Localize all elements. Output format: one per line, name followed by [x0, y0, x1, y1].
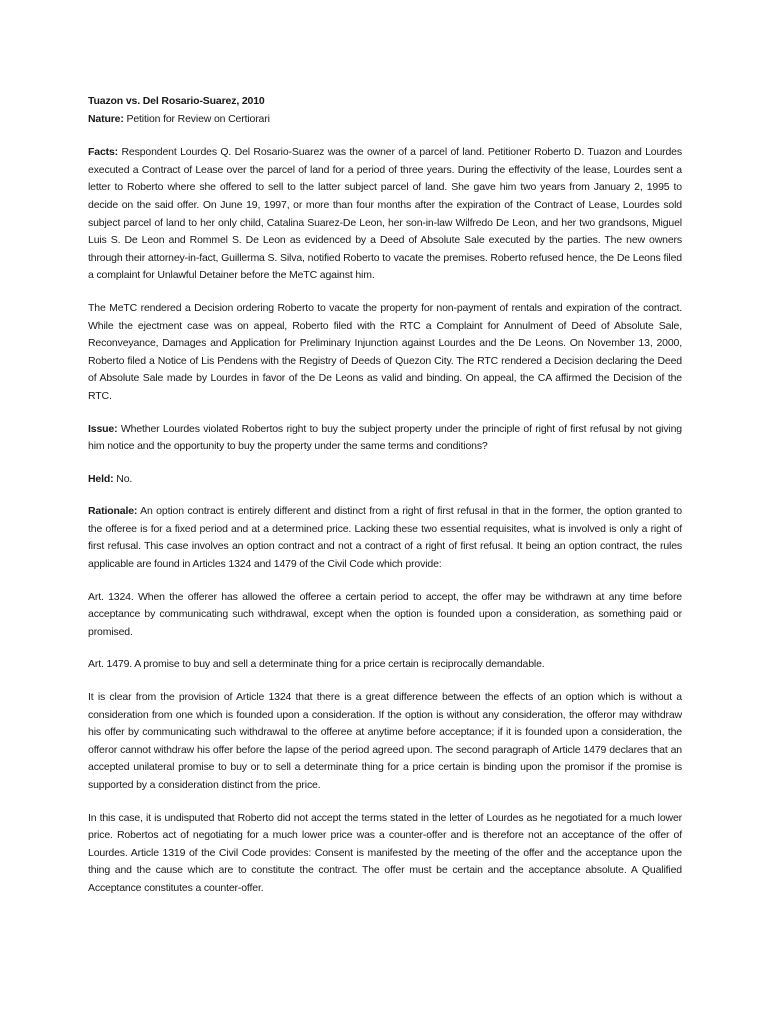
article-1324: Art. 1324. When the offerer has allowed the offeree a certain period to accept, the offer may be withdrawn at any time before acceptance by communicating such withdrawal, except when the option is founded upon a consideration, as something paid or promised. — [88, 590, 682, 638]
rationale-text: An option contract is entirely different and distinct from a right of first refusal in that in the former, the option granted to the offeree is for a fixed period and at a determined price. Lacking these two essential requisites, what is involved is only a right of first refusal. This case involves an option contract and not a contract of a right of first refusal. It being an option contract, the rules applicable are found in Articles 1324 and 1479 of the Civil Code which provide: — [88, 505, 682, 571]
held-text: No. — [116, 472, 133, 485]
facts-paragraph — [88, 144, 682, 285]
facts-text: Respondent Lourdes Q. Del Rosario-Suarez was the owner of a parcel of land. Petitioner Roberto D. Tuazon and Lourdes executed a Contract of Lease over the parcel of land for a period of three years. During the effectivity of the lease, Lourdes sent a letter to Roberto where she offered to sell to the latter subject parcel of land. She gave him two years from January 2, 1995 to decide on the said offer. On June 19, 1997, or more than four months after the expiration of the Contract of Lease, Lourdes sold subject parcel of land to her only child, Catalina Suarez-De Leon, her son-in-law Wilfredo De Leon, and her two grandsons, Miguel Luis S. De Leon and Rommel S. De Leon as evidenced by a Deed of Absolute Sale executed by the parties. The new owners through their attorney-in-fact, Guillerma S. Silva, notified Roberto to vacate the premises. Roberto refused hence, the De Leons filed a complaint for Unlawful Detainer before the MeTC against him. — [88, 146, 682, 282]
rationale-paragraph — [88, 503, 682, 573]
article-1479: Art. 1479. A promise to buy and sell a determinate thing for a price certain is reciprocally demandable. — [88, 658, 545, 671]
rationale-paragraph-2: It is clear from the provision of Article 1324 that there is a great difference between the effects of an option which is without a consideration from one which is founded upon a consideration. If the option is without any consideration, the offeror may withdraw his offer by communicating such withdrawal to the offeree at anytime before acceptance; if it is founded upon a consideration, the offeror cannot withdraw his offer before the lapse of the period agreed upon. The second paragraph of Article 1479 declares that an accepted unilateral promise to buy or to sell a determinate thing for a price certain is binding upon the promisor if the promise is supported by a consideration distinct from the price. — [88, 691, 682, 791]
nature-label: Nature: — [88, 112, 124, 125]
issue-paragraph — [88, 421, 682, 456]
nature-text: Petition for Review on Certiorari — [126, 112, 270, 125]
facts-paragraph-2: The MeTC rendered a Decision ordering Roberto to vacate the property for non-payment of rentals and expiration of the contract. While the ejectment case was on appeal, Roberto filed with the RTC a Complaint for Annulment of Deed of Absolute Sale, Reconveyance, Damages and Application for Preliminary Injunction against Lourdes and the De Leons. On November 13, 2000, Roberto filed a Notice of Lis Pendens with the Registry of Deeds of Quezon City. The RTC rendered a Decision declaring the Deed of Absolute Sale made by Lourdes in favor of the De Leons as valid and binding. On appeal, the CA affirmed the Decision of the RTC. — [88, 301, 682, 402]
case-title: Tuazon vs. Del Rosario-Suarez, 2010 — [88, 95, 265, 107]
held-paragraph — [88, 471, 682, 489]
nature-line — [88, 111, 682, 129]
rationale-label: Rationale: — [88, 505, 138, 518]
document-page — [88, 93, 682, 913]
held-label: Held: — [88, 472, 114, 485]
rationale-paragraph-3: In this case, it is undisputed that Roberto did not accept the terms stated in the letter of Lourdes as he negotiated for a much lower price. Robertos act of negotiating for a much lower price was a counter-offer and is therefore not an acceptance of the offer of Lourdes. Article 1319 of the Civil Code provides: Consent is manifested by the meeting of the offer and the acceptance upon the thing and the cause which are to constitute the contract. The offer must be certain and the acceptance absolute. A Qualified Acceptance constitutes a counter-offer. — [88, 811, 682, 894]
issue-text: Whether Lourdes violated Robertos right to buy the subject property under the principle of right of first refusal by not giving him notice and the opportunity to buy the property under the same terms and conditions? — [88, 422, 682, 453]
facts-label: Facts: — [88, 146, 119, 159]
issue-label: Issue: — [88, 422, 118, 435]
